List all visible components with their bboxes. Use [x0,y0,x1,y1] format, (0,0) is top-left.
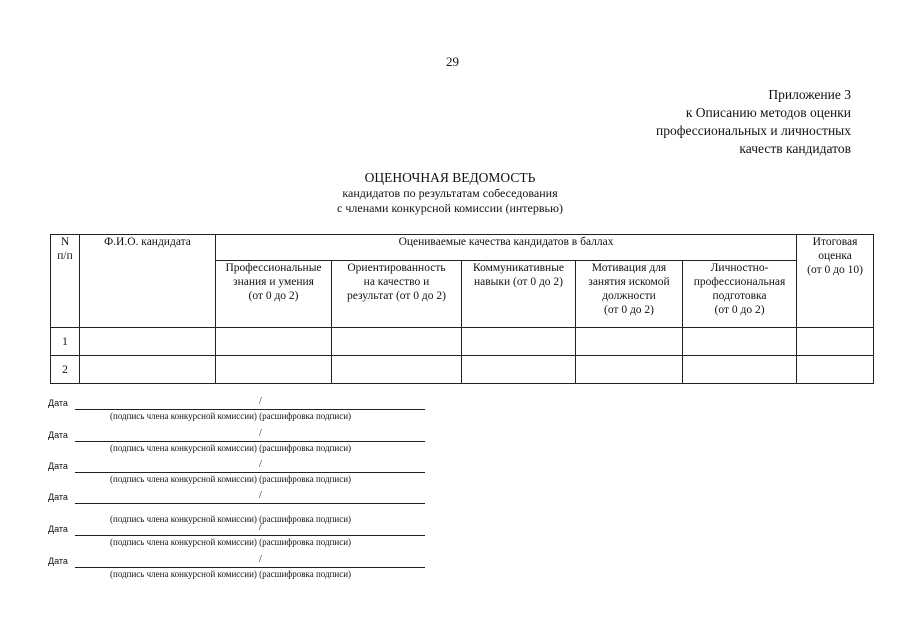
signature-caption: (подпись члена конкурсной комиссии) (расшифровка подписи) [110,411,352,421]
appendix-line: профессиональных и личностных [655,123,851,138]
header-criterion: Профессиональные знания и умения (от 0 до 2) [216,261,332,328]
table-row [51,328,874,356]
page-number: 29 [446,54,459,69]
table-cell[interactable] [576,328,683,356]
table-cell[interactable] [80,356,216,384]
appendix-line: Приложение 3 [768,87,851,102]
table-cell[interactable] [332,328,462,356]
header-criteria-group: Оцениваемые качества кандидатов в баллах [216,235,797,261]
signature-caption: (подпись члена конкурсной комиссии) (расшифровка подписи) [110,514,352,524]
date-label: Дата [48,430,68,440]
appendix-line: к Описанию методов оценки [685,105,851,120]
table-cell[interactable] [462,356,576,384]
table-cell[interactable] [80,328,216,356]
signature-block [48,428,428,453]
table-cell[interactable] [797,328,874,356]
signature-caption: (подпись члена конкурсной комиссии) (расшифровка подписи) [110,474,352,484]
table-row [51,356,874,384]
separator: / [259,428,262,439]
header-criterion: Ориентированность на качество и результат (от 0 до 2) [332,261,462,328]
header-criterion: Мотивация для занятия искомой должности (от 0 до 2) [576,261,683,328]
document-heading [250,170,650,216]
table-cell[interactable] [462,328,576,356]
signature-line[interactable] [75,535,425,536]
signature-line[interactable] [75,441,425,442]
header-criterion: Личностно- профессиональная подготовка (от 0 до 2) [683,261,797,328]
date-label: Дата [48,461,68,471]
header-number: N п/п [51,235,80,328]
signature-block [48,554,428,579]
separator: / [259,554,262,565]
signature-line[interactable] [75,567,425,568]
document-subtitle: с членами конкурсной комиссии (интервью) [337,201,563,215]
separator: / [259,459,262,470]
signature-block [48,459,428,484]
date-label: Дата [48,524,68,534]
signature-caption: (подпись члена конкурсной комиссии) (расшифровка подписи) [110,569,352,579]
table-cell[interactable] [216,328,332,356]
header-total-score: Итоговая оценка (от 0 до 10) [797,235,874,328]
signature-line[interactable] [75,409,425,410]
header-criterion: Коммуникативные навыки (от 0 до 2) [462,261,576,328]
date-label: Дата [48,556,68,566]
header-candidate-name: Ф.И.О. кандидата [80,235,216,328]
document-title: ОЦЕНОЧНАЯ ВЕДОМОСТЬ [364,170,536,185]
table-cell[interactable] [576,356,683,384]
evaluation-table [50,234,874,384]
table-cell[interactable] [683,356,797,384]
signature-caption: (подпись члена конкурсной комиссии) (расшифровка подписи) [110,443,352,453]
signature-caption: (подпись члена конкурсной комиссии) (расшифровка подписи) [110,537,352,547]
table-cell[interactable] [216,356,332,384]
signature-line[interactable] [75,503,425,504]
date-label: Дата [48,492,68,502]
document-subtitle: кандидатов по результатам собеседования [342,186,558,200]
row-number: 2 [51,356,80,384]
signature-block [48,522,428,547]
signature-line[interactable] [75,472,425,473]
appendix-block [656,86,851,158]
row-number: 1 [51,328,80,356]
table-cell[interactable] [797,356,874,384]
separator: / [259,490,262,501]
signature-block [48,396,428,421]
signature-block [48,490,428,524]
table-cell[interactable] [683,328,797,356]
separator: / [259,522,262,533]
separator: / [259,396,262,407]
table-cell[interactable] [332,356,462,384]
date-label: Дата [48,398,68,408]
appendix-line: качеств кандидатов [739,141,851,156]
